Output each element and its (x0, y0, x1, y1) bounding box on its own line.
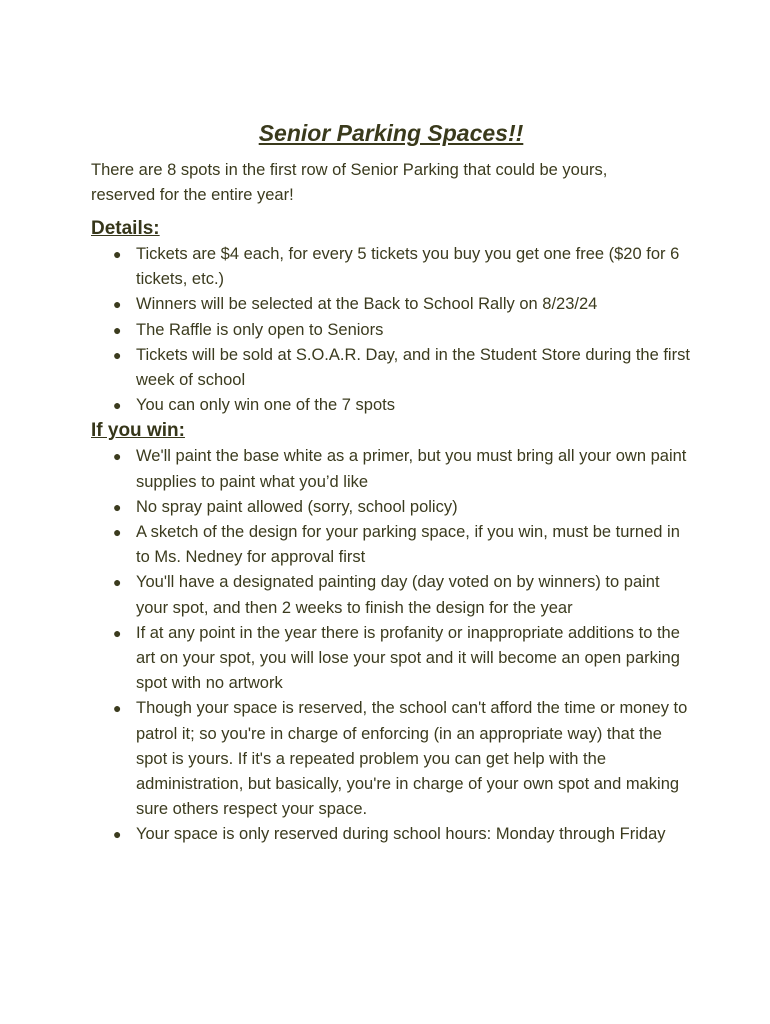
if-you-win-list (91, 444, 691, 847)
list-item: ● Your space is only reserved during school hours: Monday through Friday (91, 822, 691, 847)
list-item: ● If at any point in the year there is profanity or inappropriate additions to the art on your spot, you will lose your spot and it will become an open parking spot with no artwork (91, 621, 691, 697)
intro-paragraph: There are 8 spots in the first row of Senior Parking that could be yours, reserved for the entire year! (91, 161, 608, 204)
if-you-win-heading: If you win: (91, 420, 185, 442)
bullet-icon: ● (113, 700, 122, 717)
list-item: ● You can only win one of the 7 spots (91, 393, 691, 418)
bullet-icon: ● (113, 448, 122, 465)
bullet-icon: ● (113, 321, 122, 338)
list-item: ● You'll have a designated painting day (day voted on by winners) to paint your spot, and then 2 weeks to finish the design for the year (91, 570, 691, 620)
list-item: ● Tickets will be sold at S.O.A.R. Day, and in the Student Store during the first week of school (91, 343, 691, 393)
list-item: ● Tickets are $4 each, for every 5 tickets you buy you get one free ($20 for 6 tickets, etc.) (91, 242, 691, 292)
bullet-icon: ● (113, 524, 122, 541)
details-heading: Details: (91, 218, 160, 239)
document-page (91, 118, 691, 848)
bullet-icon: ● (113, 346, 122, 363)
list-item: ● The Raffle is only open to Seniors (91, 318, 691, 343)
bullet-icon: ● (113, 574, 122, 591)
list-item: ● A sketch of the design for your parking space, if you win, must be turned in to Ms. Nedney for approval first (91, 520, 691, 570)
details-list (91, 242, 691, 418)
list-item: ● Though your space is reserved, the school can't afford the time or money to patrol it; so you're in charge of enforcing (in an appropriate way) that the spot is yours. If it's a repeated problem you can get help with the administration, but basically, you're in charge of your own spot and making sure others respect your space. (91, 696, 691, 822)
list-item: ● Winners will be selected at the Back to School Rally on 8/23/24 (91, 292, 691, 317)
bullet-icon: ● (113, 624, 122, 641)
list-item: ● No spray paint allowed (sorry, school policy) (91, 495, 691, 520)
bullet-icon: ● (113, 498, 122, 515)
bullet-icon: ● (113, 826, 122, 843)
bullet-icon: ● (113, 397, 122, 414)
page-title: Senior Parking Spaces!! (258, 120, 524, 146)
bullet-icon: ● (113, 246, 122, 262)
bullet-icon: ● (113, 296, 122, 313)
list-item: ● We'll paint the base white as a primer, but you must bring all your own paint supplies to paint what you’d like (91, 444, 691, 494)
